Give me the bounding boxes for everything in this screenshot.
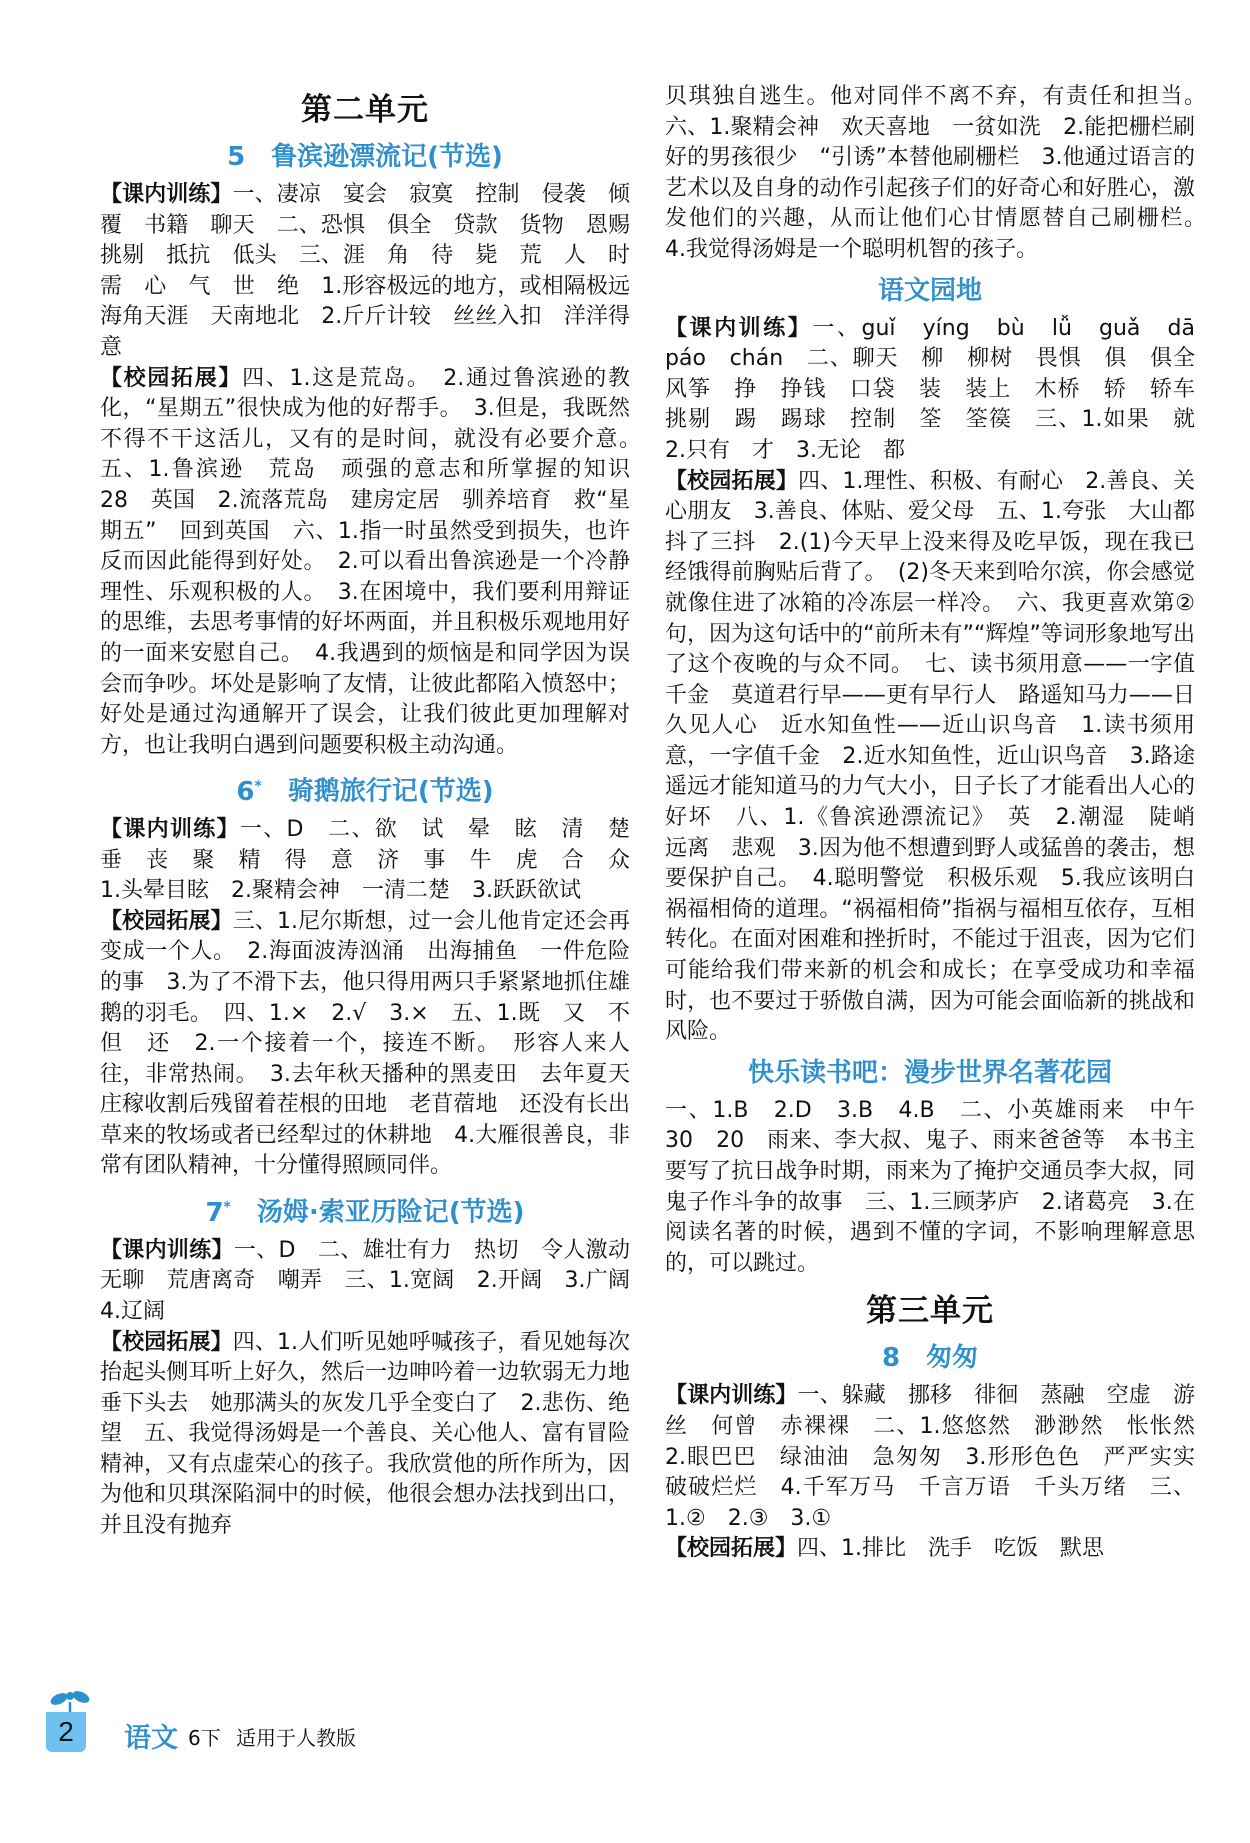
section-tag: 【校园拓展】: [100, 1329, 233, 1355]
lesson-name: 匆匆: [926, 1343, 979, 1374]
answer-paragraph: [665, 467, 1218, 1048]
section-tag: 【校园拓展】: [100, 365, 243, 391]
section-tag: 【课内训练】: [100, 182, 233, 207]
answer-paragraph: [100, 815, 653, 907]
lesson-name: 鲁滨逊漂流记(节选): [271, 142, 503, 172]
subject-label: 语文: [124, 1723, 178, 1754]
lesson-name: 汤姆·索亚历险记(节选): [256, 1197, 525, 1228]
answer-paragraph: [665, 1096, 1218, 1280]
section-tag: 【课内训练】: [665, 1383, 798, 1409]
section-tag: 【课内训练】: [100, 1237, 234, 1263]
answer-text: 一、凄凉 宴会 寂寞 控制 侵袭 倾覆 书籍 聊天 二、恐惧 俱全 贷款 货物 恩赐 挑剔 抵抗 低头 三、涯 角 待 毙 荒 人 时 需 心 气 世 绝 1.形容极远的地方，或相隔极远 海角天涯 天南地北 2.斤斤计较 丝丝入扣 洋洋得意: [100, 182, 653, 360]
answer-text: 一、1.B 2.D 3.B 4.B 二、小英雄雨来 中午 30 20 雨来、李大叔、鬼子、雨来爸爸等 本书主要写了抗日战争时期，雨来为了掩护交通员李大叔，同鬼子作斗争的故事 三、1.三顾茅庐 2.诸葛亮 3.在阅读名著的时候，遇到不懂的字词，不影响理解意思的，可以跳过。: [665, 1097, 1218, 1276]
optional-star: *: [223, 1199, 231, 1216]
left-column: [100, 78, 653, 1542]
lesson-number: 8: [881, 1343, 901, 1374]
answer-paragraph: [100, 364, 653, 762]
answer-text: 一、guǐ yíng bù lǚ guǎ dā páo chán 二、聊天 柳 柳树 畏惧 俱 俱全 风筝 挣 挣钱 口袋 装 装上 木桥 轿 轿车 挑剔 踢 踢球 控制 筌 筌篌 三、1.如果 就 2.只有 才 3.无论 都: [665, 315, 1218, 463]
answer-paragraph: [100, 907, 630, 1182]
answer-paragraph: [100, 180, 653, 364]
section-tag: 【校园拓展】: [665, 468, 799, 494]
answer-paragraph: [665, 1381, 1218, 1534]
lesson-title: [665, 1341, 1195, 1375]
page-footer: [46, 1690, 546, 1754]
section-title: 语文园地: [877, 275, 982, 306]
page-number: 2: [58, 1716, 74, 1747]
answer-text: 四、1.这是荒岛。 2.通过鲁滨逊的教化，“星期五”很快成为他的好帮手。 3.但是，我既然不得不干这活儿，又有的是时间，就没有必要介意。 五、1.鲁滨逊 荒岛 顽强的意志和所掌握的知识 28 英国 2.流落荒岛 建房定居 驯养培育 救“星期五” 回到英国 六、1.指一时虽然受到损失，也许反而因此能得到好处。 2.可以看出鲁滨逊是一个冷静理性、乐观积极的人。 3.在困境中，我们要利用辩证的思维，去思考事情的好坏两面，并且积极乐观地用好的一面来安慰自己。 4.我遇到的烦恼是和同学因为误会而争吵。坏处是影响了友情，让彼此都陷入愤怒中；好处是通过沟通解开了误会，让我们彼此更加理解对方，也让我明白遇到问题要积极主动沟通。: [100, 365, 653, 758]
answer-paragraph: [100, 1328, 630, 1542]
grade-label: 6下: [188, 1726, 221, 1750]
answer-paragraph: [665, 1534, 1195, 1565]
lesson-number: 6*: [236, 776, 262, 807]
section-title: 快乐读书吧：漫步世界名著花园: [747, 1057, 1112, 1088]
lesson-name: 骑鹅旅行记(节选): [287, 776, 494, 807]
answer-text: 四、1.人们听见她呼喊孩子，看见她每次抬起头侧耳听上好久，然后一边呻吟着一边软弱无力地垂下头去 她那满头的灰发几乎全变白了 2.悲伤、绝望 五、我觉得汤姆是一个善良、关心他人、富有冒险精神，又有点虚荣心的孩子。我欣赏他的所作所为，因为他和贝琪深陷洞中的时候，他很会想办法找到出口，并且没有抛弃: [100, 1329, 630, 1539]
lesson-title: [100, 769, 630, 809]
answer-text: 四、1.排比 洗手 吃饭 默思: [797, 1536, 1105, 1562]
answer-paragraph: [100, 1236, 653, 1328]
lesson-title: [100, 140, 630, 174]
lesson-number: 5: [227, 142, 246, 172]
section-tag: 【课内训练】: [100, 816, 240, 842]
answer-text: 一、D 二、欲 试 晕 眩 清 楚 垂 丧 聚 精 得 意 济 事 牛 虎 合 众 1.头晕目眩 2.聚精会神 一清二楚 3.跃跃欲试: [100, 816, 653, 904]
section-tag: 【校园拓展】: [100, 908, 233, 934]
answer-paragraph: [665, 314, 1218, 467]
section-tag: 【课内训练】: [665, 315, 813, 341]
section-tag: 【校园拓展】: [665, 1536, 798, 1562]
answer-text: 贝琪独自逃生。他对同伴不离不弃，有责任和担当。 六、1.聚精会神 欢天喜地 一贫如洗 2.能把栅栏刷好的男孩很少 “引诱”本替他刷栅栏 3.他通过语言的艺术以及自身的动作引起孩子们的好奇心和好胜心，激发他们的兴趣，从而让他们心甘情愿替自己刷栅栏。 4.我觉得汤姆是一个聪明机智的孩子。: [665, 84, 1218, 262]
answer-text: 一、D 二、雄壮有力 热切 令人激动 无聊 荒唐离奇 嘲弄 三、1.宽阔 2.开阔 3.广阔 4.辽阔: [100, 1237, 653, 1324]
lesson-title: [100, 1190, 630, 1230]
lesson-number: 7*: [205, 1197, 231, 1228]
unit-title: 第三单元: [866, 1293, 994, 1330]
right-column: [665, 82, 1218, 1565]
unit-title: 第二单元: [301, 92, 429, 128]
answer-text: 四、1.理性、积极、有耐心 2.善良、关心朋友 3.善良、体贴、爱父母 五、1.夸张 大山都抖了三抖 2.(1)今天早上没来得及吃早饭，现在我已经饿得前胸贴后背了。 (2)冬天来到哈尔滨，你会感觉就像住进了冰箱的冷冻层一样冷。 六、我更喜欢第②句，因为这句话中的“前所未有”“辉煌”等词形象地写出了这个夜晚的与众不同。 七、读书须用意——一字值千金 莫道君行早——更有早行人 路遥知马力——日久见人心 近水知鱼性——近山识鸟音 1.读书须用意，一字值千金 2.近水知鱼性，近山识鸟音 3.路途遥远才能知道马的力气大小，日子长了才能看出人心的好坏 八、1.《鲁滨逊漂流记》 英 2.潮湿 陡峭 远离 悲观 3.因为他不想遭到野人或猛兽的袭击，想要保护自己。 4.聪明警觉 积极乐观 5.我应该明白祸福相倚的道理。“祸福相倚”指祸与福相互依存，互相转化。在面对困难和挫折时，不能过于沮丧，因为它们可能给我们带来新的机会和成长；在享受成功和幸福时，也不要过于骄傲自满，因为可能会面临新的挑战和风险。: [665, 468, 1218, 1045]
answer-text: 三、1.尼尔斯想，过一会儿他肯定还会再变成一个人。 2.海面波涛汹涌 出海捕鱼 一件危险的事 3.为了不滑下去，他只得用两只手紧紧地抓住雄鹅的羽毛。 四、1.× 2.√ 3.× 五、1.既 又 不但 还 2.一个接着一个，接连不断。 形容人来人往，非常热闹。 3.去年秋天播种的黑麦田 去年夏天庄稼收割后残留着茬根的田地 老苜蓿地 还没有长出草来的牧场或者已经犁过的休耕地 4.大雁很善良，非常有团队精神，十分懂得照顾同伴。: [100, 908, 630, 1179]
edition-label: 适用于人教版: [236, 1726, 356, 1750]
answer-paragraph: [665, 82, 1218, 266]
optional-star: *: [254, 778, 262, 795]
answer-text: 一、躲藏 挪移 徘徊 蒸融 空虚 游丝 何曾 赤裸裸 二、1.悠悠然 渺渺然 怅怅然 2.眼巴巴 绿油油 急匆匆 3.形形色色 严严实实 破破烂烂 4.千军万马 千言万语 千头万绪 三、1.② 2.③ 3.①: [665, 1383, 1218, 1531]
